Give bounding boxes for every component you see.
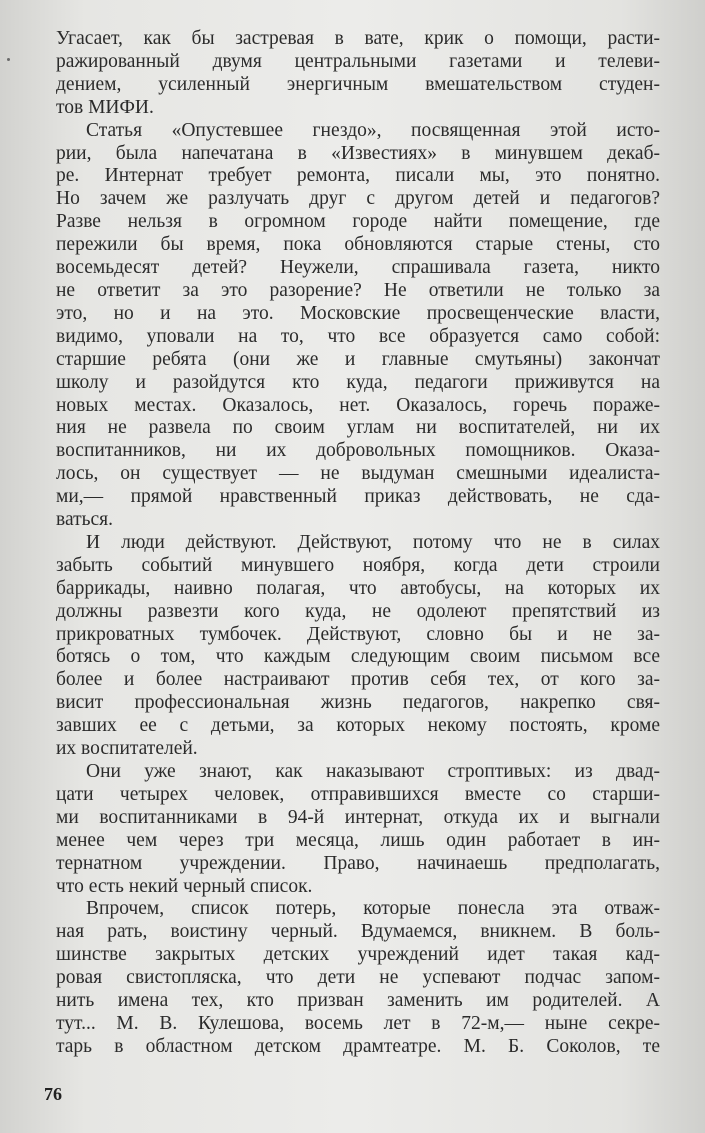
text-line: это, но и на это. Московские просвещенческие власти, (56, 302, 660, 324)
text-line: завших ее с детьми, за которых некому постоять, кроме (56, 715, 660, 737)
text-line: видимо, уповали на то, что все образуется само собой: (56, 325, 660, 347)
text-line: ми,— прямой нравственный приказ действовать, не сда- (56, 486, 660, 508)
text-line: тарь в областном детском драмтеатре. М. Б. Соколов, те (56, 1035, 660, 1057)
text-line: ная рать, воистину черный. Вдумаемся, вникнем. В боль- (56, 921, 660, 943)
text-line: их воспитателей. (56, 738, 198, 760)
text-line: И люди действуют. Действуют, потому что не в силах (86, 531, 660, 553)
paragraph (56, 120, 660, 532)
text-line: дением, усиленный энергичным вмешательством студен- (56, 73, 660, 95)
text-line: ре. Интернат требует ремонта, писали мы, это понятно. (56, 165, 660, 187)
text-line: ботясь о том, что каждым следующим своим письмом все (56, 646, 660, 668)
text-line: нить имена тех, кто призван заменить им родителей. А (56, 990, 660, 1012)
paragraph (56, 532, 660, 761)
text-line: цати четырех человек, отправившихся вместе со старши- (56, 783, 660, 805)
text-line: тов МИФИ. (56, 96, 154, 118)
text-line: восемьдесят детей? Неужели, спрашивала газета, никто (56, 257, 660, 279)
text-line: тут... М. В. Кулешова, восемь лет в 72-м,— ныне секре- (56, 1012, 660, 1034)
text-line: баррикады, наивно полагая, что автобусы, на которых их (56, 577, 660, 599)
text-line: ми воспитанниками в 94-й интернат, откуда их и выгнали (56, 806, 660, 828)
text-line: Они уже знают, как наказывают строптивых: из двад- (86, 761, 660, 782)
text-line: ровая свистопляска, что дети не успевают подчас запом- (56, 967, 660, 989)
scan-speck (7, 58, 10, 61)
text-line: рии, была напечатана в «Известиях» в минувшем декаб- (56, 142, 660, 164)
paragraph (56, 761, 660, 898)
text-line: старшие ребята (они же и главные смутьяны) закончат (56, 348, 660, 370)
text-line: что есть некий черный список. (56, 875, 313, 897)
page-number: 76 (44, 1084, 62, 1104)
text-line: лось, он существует — не выдуман смешными идеалиста- (56, 463, 660, 485)
text-line: должны развезти кого куда, не одолеют препятствий из (56, 600, 660, 622)
text-line: ражированный двумя центральными газетами и телеви- (56, 50, 660, 72)
text-line: Впрочем, список потерь, которые понесла эта отваж- (86, 898, 660, 920)
text-line: прикроватных тумбочек. Действуют, словно бы и не за- (56, 623, 660, 645)
body-text (56, 28, 660, 1059)
text-line: не ответит за это разорение? Не ответили не только за (56, 279, 660, 301)
text-line: висит профессиональная жизнь педагогов, накрепко свя- (56, 692, 660, 714)
text-line: более и более настраивают против себя тех, от кого за- (56, 669, 660, 691)
text-line: тернатном учреждении. Право, начинаешь предполагать, (56, 852, 660, 874)
text-line: новых местах. Оказалось, нет. Оказалось, горечь пораже- (56, 394, 660, 416)
text-line: воспитанников, ни их добровольных помощников. Оказа- (56, 440, 660, 462)
text-line: Но зачем же разлучать друг с другом детей и педагогов? (56, 188, 660, 210)
text-line: Статья «Опустевшее гнездо», посвященная этой исто- (86, 119, 660, 141)
text-line: Угасает, как бы застревая в вате, крик о помощи, расти- (56, 28, 660, 49)
paragraph (56, 28, 660, 120)
text-line: шинстве закрытых детских учреждений идет такая кад- (56, 944, 660, 966)
text-line: Разве нельзя в огромном городе найти помещение, где (56, 211, 660, 233)
text-line: пережили бы время, пока обновляются старые стены, сто (56, 234, 660, 256)
text-line: забыть событий минувшего ноября, когда дети строили (56, 554, 660, 576)
text-line: ваться. (56, 509, 114, 531)
text-line: менее чем через три месяца, лишь один работает в ин- (56, 829, 660, 851)
paragraph (56, 898, 660, 1058)
text-line: школу и разойдутся кто куда, педагоги приживутся на (56, 371, 660, 393)
text-line: ния не развела по своим углам ни воспитателей, ни их (56, 417, 660, 439)
